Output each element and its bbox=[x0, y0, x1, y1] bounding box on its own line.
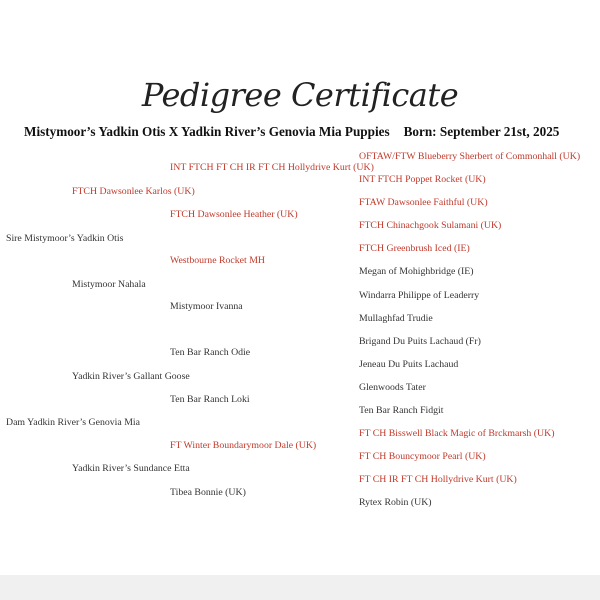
gen4-entry-5: FTCH Greenbrush Iced (IE) bbox=[359, 243, 470, 254]
gen4-entry-8: Mullaghfad Trudie bbox=[359, 313, 433, 324]
gen4-entry-3: FTAW Dawsonlee Faithful (UK) bbox=[359, 197, 488, 208]
gen4-entry-15: FT CH IR FT CH Hollydrive Kurt (UK) bbox=[359, 474, 517, 485]
gen3-entry-4: Mistymoor Ivanna bbox=[170, 301, 243, 312]
footer-band bbox=[0, 575, 600, 600]
gen4-entry-2: INT FTCH Poppet Rocket (UK) bbox=[359, 174, 486, 185]
gen4-entry-4: FTCH Chinachgook Sulamani (UK) bbox=[359, 220, 502, 231]
certificate-title: Pedigree Certificate bbox=[141, 76, 459, 114]
gen3-entry-3: Westbourne Rocket MH bbox=[170, 255, 265, 266]
sire-entry: Sire Mistymoor’s Yadkin Otis bbox=[6, 233, 124, 244]
gen3-entry-5: Ten Bar Ranch Odie bbox=[170, 347, 251, 358]
gen3-entry-6: Ten Bar Ranch Loki bbox=[170, 394, 250, 405]
gen4-entry-12: Ten Bar Ranch Fidgit bbox=[359, 405, 444, 416]
gen3-entry-7: FT Winter Boundarymoor Dale (UK) bbox=[170, 440, 317, 451]
gen4-entry-1: OFTAW/FTW Blueberry Sherbert of Commonhall (UK) bbox=[359, 151, 581, 162]
gen4-entry-13: FT CH Bisswell Black Magic of Brckmarsh (UK) bbox=[359, 428, 555, 439]
gen4-entry-16: Rytex Robin (UK) bbox=[359, 497, 432, 508]
gen4-entry-14: FT CH Bouncymoor Pearl (UK) bbox=[359, 451, 486, 462]
sire-sire-entry: FTCH Dawsonlee Karlos (UK) bbox=[72, 186, 195, 197]
gen3-entry-2: FTCH Dawsonlee Heather (UK) bbox=[170, 209, 298, 220]
gen3-entry-1: INT FTCH FT CH IR FT CH Hollydrive Kurt (UK) bbox=[170, 162, 374, 173]
dam-entry: Dam Yadkin River’s Genovia Mia bbox=[6, 417, 140, 428]
gen4-entry-10: Jeneau Du Puits Lachaud bbox=[359, 359, 459, 370]
litter-subtitle bbox=[24, 124, 594, 140]
dam-sire-entry: Yadkin River’s Gallant Goose bbox=[72, 371, 190, 382]
dam-dam-entry: Yadkin River’s Sundance Etta bbox=[72, 463, 190, 474]
gen4-entry-11: Glenwoods Tater bbox=[359, 382, 426, 393]
gen4-entry-7: Windarra Philippe of Leaderry bbox=[359, 290, 480, 301]
sire-dam-entry: Mistymoor Nahala bbox=[72, 279, 146, 290]
gen3-entry-8: Tibea Bonnie (UK) bbox=[170, 487, 246, 498]
gen4-entry-6: Megan of Mohighbridge (IE) bbox=[359, 266, 474, 277]
litter-name: Mistymoor’s Yadkin Otis X Yadkin River’s Genovia Mia Puppies bbox=[24, 124, 390, 139]
birth-date: Born: September 21st, 2025 bbox=[403, 124, 560, 139]
gen4-entry-9: Brigand Du Puits Lachaud (Fr) bbox=[359, 336, 481, 347]
